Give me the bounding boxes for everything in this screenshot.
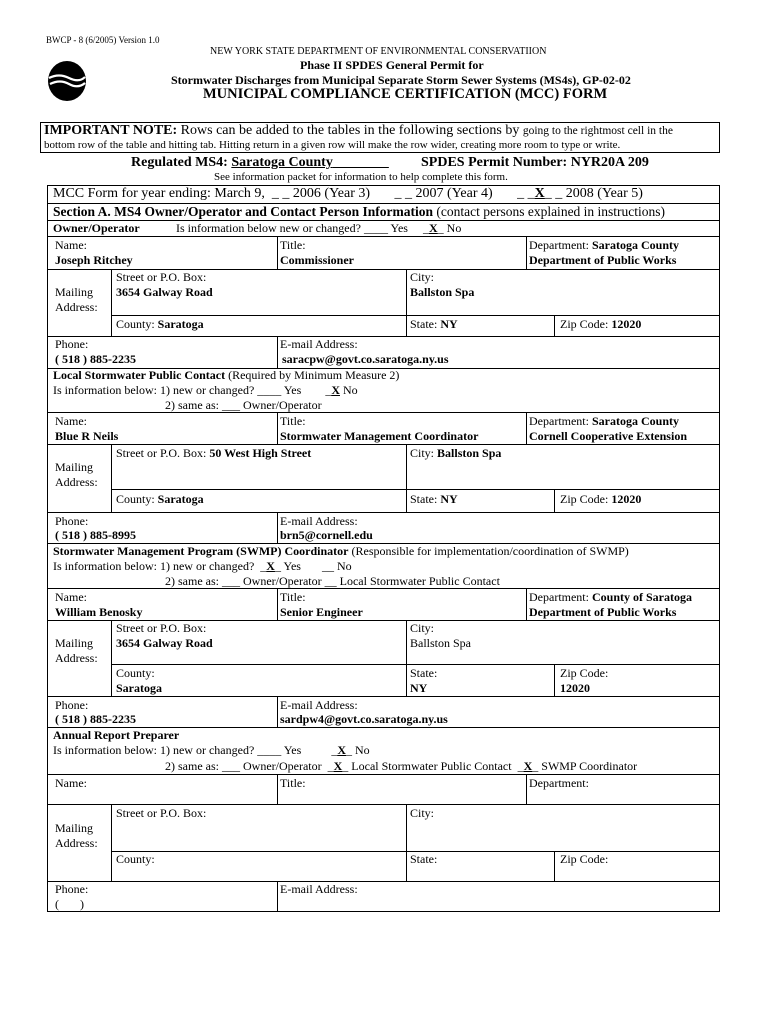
local-title[interactable]: Stormwater Management Coordinator bbox=[280, 429, 479, 443]
swmp-zip[interactable]: 12020 bbox=[560, 681, 590, 695]
owner-name[interactable]: Joseph Ritchey bbox=[55, 253, 133, 267]
swmp-email[interactable]: sardpw4@govt.co.saratoga.ny.us bbox=[280, 712, 448, 726]
section-a-subtitle: (contact persons explained in instructions) bbox=[436, 204, 666, 219]
swmp-state-label: State: bbox=[410, 666, 438, 680]
swmp-same-as: 2) same as: ___ Owner/Operator __ Local Stormwater Public Contact bbox=[165, 574, 500, 588]
regulated-ms4-value[interactable]: Saratoga County bbox=[231, 155, 333, 170]
swmp-state[interactable]: NY bbox=[410, 681, 428, 695]
swmp-heading: Stormwater Management Program (SWMP) Coordinator bbox=[53, 544, 349, 558]
year3-label: 2006 (Year 3) bbox=[292, 186, 371, 201]
local-no-checkbox[interactable]: _X bbox=[325, 383, 340, 397]
owner-street-label: Street or P.O. Box: bbox=[116, 270, 207, 284]
local-phone[interactable]: ( 518 ) 885-8995 bbox=[55, 528, 136, 542]
section-a-title: Section A. MS4 Owner/Operator and Contact Person Information bbox=[53, 204, 433, 219]
swmp-name[interactable]: William Benosky bbox=[55, 605, 143, 619]
important-note-text: Rows can be added to the tables in the following sections by bbox=[177, 123, 523, 138]
preparer-street-label[interactable]: Street or P.O. Box: bbox=[116, 806, 207, 820]
spdes-permit bbox=[421, 156, 649, 170]
preparer-county-label[interactable]: County: bbox=[116, 852, 155, 866]
regulated-ms4-label: Regulated MS4: bbox=[131, 155, 228, 170]
local-email[interactable]: brn5@cornell.edu bbox=[280, 528, 373, 542]
section-a-heading bbox=[53, 205, 665, 219]
local-dept-line2[interactable]: Cornell Cooperative Extension bbox=[529, 429, 687, 443]
swmp-mailing-label: Mailing bbox=[55, 636, 93, 650]
swmp-title-label: Title: bbox=[280, 590, 306, 604]
local-phone-label: Phone: bbox=[55, 514, 89, 528]
owner-email[interactable]: saracpw@govt.co.saratoga.ny.us bbox=[282, 352, 449, 366]
owner-dept-line2[interactable]: Department of Public Works bbox=[529, 253, 677, 267]
preparer-email-label[interactable]: E-mail Address: bbox=[280, 882, 358, 896]
swmp-phone[interactable]: ( 518 ) 885-2235 bbox=[55, 712, 136, 726]
local-title-label: Title: bbox=[280, 414, 306, 428]
preparer-question: Is information below: 1) new or changed? ____ Yes _X_ No bbox=[53, 743, 370, 757]
preparer-no-checkbox[interactable]: _X_ bbox=[331, 743, 352, 757]
owner-dept[interactable]: Department: Saratoga County bbox=[529, 238, 679, 252]
info-packet-note: See information packet for information to help complete this form. bbox=[214, 171, 508, 183]
swmp-no-checkbox[interactable]: __ bbox=[321, 559, 334, 573]
local-yes-checkbox[interactable]: ____ bbox=[257, 383, 282, 397]
owner-heading: Owner/Operator bbox=[53, 221, 140, 235]
local-dept[interactable]: Department: Saratoga County bbox=[529, 414, 679, 428]
important-note-text-cont: going to the rightmost cell in the bbox=[522, 125, 673, 137]
preparer-dept-label[interactable]: Department: bbox=[529, 776, 589, 790]
owner-question: Is information below new or changed? ____ Yes _X_ No bbox=[176, 221, 462, 235]
swmp-county[interactable]: Saratoga bbox=[116, 681, 162, 695]
preparer-name-label[interactable]: Name: bbox=[55, 776, 87, 790]
dec-logo-icon bbox=[47, 60, 87, 102]
form-id: BWCP - 8 (6/2005) Version 1.0 bbox=[46, 35, 160, 45]
preparer-yes-checkbox[interactable]: ____ bbox=[257, 743, 282, 757]
swmp-dept-line2[interactable]: Department of Public Works bbox=[529, 605, 677, 619]
local-question: Is information below: 1) new or changed? ____ Yes _X No bbox=[53, 383, 358, 397]
local-name[interactable]: Blue R Neils bbox=[55, 429, 119, 443]
preparer-phone[interactable]: ( ) bbox=[55, 897, 84, 911]
important-note-line2: bottom row of the table and hitting tab. Hitting return in a given row will make the row wider, creating more room to type or write. bbox=[44, 139, 621, 151]
local-city[interactable]: City: Ballston Spa bbox=[410, 446, 502, 460]
swmp-heading-row: Stormwater Management Program (SWMP) Coordinator (Responsible for implementation/coordination of SWMP) bbox=[53, 544, 629, 558]
year4-label: 2007 (Year 4) bbox=[415, 186, 493, 201]
owner-address-label: Address: bbox=[55, 300, 98, 314]
permit-title: Phase II SPDES General Permit for bbox=[300, 58, 484, 72]
owner-zip[interactable]: Zip Code: 12020 bbox=[560, 317, 642, 331]
swmp-question: Is information below: 1) new or changed? _X_ Yes __ No bbox=[53, 559, 352, 573]
swmp-address-label: Address: bbox=[55, 651, 98, 665]
preparer-same-owner-checkbox[interactable]: ___ bbox=[221, 759, 240, 773]
preparer-mailing-label: Mailing bbox=[55, 821, 93, 835]
swmp-zip-label: Zip Code: bbox=[560, 666, 609, 680]
permit-subtitle: Stormwater Discharges from Municipal Separate Storm Sewer Systems (MS4s), GP-02-02 bbox=[171, 73, 631, 87]
preparer-same-local-checkbox[interactable]: _X_ bbox=[327, 759, 349, 773]
swmp-yes-checkbox[interactable]: _X_ bbox=[260, 559, 281, 573]
form-title: MUNICIPAL COMPLIANCE CERTIFICATION (MCC) FORM bbox=[203, 86, 608, 102]
local-mailing-label: Mailing bbox=[55, 460, 93, 474]
swmp-street[interactable]: 3654 Galway Road bbox=[116, 636, 213, 650]
preparer-city-label[interactable]: City: bbox=[410, 806, 435, 820]
local-email-label: E-mail Address: bbox=[280, 514, 358, 528]
owner-state[interactable]: State: NY bbox=[410, 317, 458, 331]
owner-city-label: City: bbox=[410, 270, 435, 284]
swmp-city-label: City: bbox=[410, 621, 435, 635]
swmp-name-label: Name: bbox=[55, 590, 87, 604]
swmp-same-owner-checkbox[interactable]: ___ bbox=[221, 574, 240, 588]
local-state[interactable]: State: NY bbox=[410, 492, 458, 506]
local-heading-row: Local Stormwater Public Contact (Required by Minimum Measure 2) bbox=[53, 368, 400, 382]
owner-city[interactable]: Ballston Spa bbox=[410, 285, 475, 299]
preparer-same-as: 2) same as: ___ Owner/Operator _X_ Local Stormwater Public Contact _X_ SWMP Coordinator bbox=[165, 759, 638, 773]
local-county[interactable]: County: Saratoga bbox=[116, 492, 204, 506]
owner-email-label: E-mail Address: bbox=[280, 337, 358, 351]
swmp-email-label: E-mail Address: bbox=[280, 698, 358, 712]
swmp-city[interactable]: Ballston Spa bbox=[410, 636, 472, 650]
year-ending-row bbox=[53, 187, 643, 201]
local-heading: Local Stormwater Public Contact bbox=[53, 368, 226, 382]
year3-checkbox[interactable]: _ _ bbox=[268, 186, 293, 201]
owner-title[interactable]: Commissioner bbox=[280, 253, 354, 267]
year-ending-label: MCC Form for year ending: March 9, bbox=[53, 186, 265, 201]
owner-county[interactable]: County: Saratoga bbox=[116, 317, 204, 331]
department-name: NEW YORK STATE DEPARTMENT OF ENVIRONMENTAL CONSERVATIION bbox=[210, 46, 547, 57]
local-same-as: 2) same as: ___ Owner/Operator bbox=[165, 398, 322, 412]
swmp-phone-label: Phone: bbox=[55, 698, 89, 712]
swmp-street-label: Street or P.O. Box: bbox=[116, 621, 207, 635]
owner-title-label: Title: bbox=[280, 238, 306, 252]
owner-street[interactable]: 3654 Galway Road bbox=[116, 285, 213, 299]
year5-label: 2008 (Year 5) bbox=[565, 186, 643, 201]
important-note-label: IMPORTANT NOTE: bbox=[44, 123, 178, 138]
local-address-label: Address: bbox=[55, 475, 98, 489]
important-note bbox=[44, 124, 673, 138]
preparer-heading: Annual Report Preparer bbox=[53, 728, 180, 742]
swmp-dept[interactable]: Department: County of Saratoga bbox=[529, 590, 692, 604]
local-same-owner-checkbox[interactable]: ___ bbox=[221, 398, 240, 412]
swmp-title[interactable]: Senior Engineer bbox=[280, 605, 363, 619]
owner-mailing-label: Mailing bbox=[55, 285, 93, 299]
preparer-same-swmp-checkbox[interactable]: _X_ bbox=[517, 759, 539, 773]
preparer-address-label: Address: bbox=[55, 836, 98, 850]
spdes-permit-label: SPDES Permit Number: bbox=[421, 155, 568, 170]
year4-checkbox[interactable]: _ _ bbox=[373, 186, 416, 201]
owner-heading-row bbox=[53, 222, 140, 234]
owner-phone-label: Phone: bbox=[55, 337, 89, 351]
regulated-ms4 bbox=[131, 156, 389, 170]
local-street[interactable]: Street or P.O. Box: 50 West High Street bbox=[116, 446, 312, 460]
swmp-county-label: County: bbox=[116, 666, 155, 680]
owner-phone[interactable]: ( 518 ) 885-2235 bbox=[55, 352, 136, 366]
spdes-permit-value[interactable]: NYR20A 209 bbox=[570, 155, 649, 170]
owner-no-checkbox[interactable]: _X_ bbox=[422, 221, 444, 235]
preparer-phone-label: Phone: bbox=[55, 882, 89, 896]
swmp-same-local-checkbox[interactable]: __ bbox=[324, 574, 337, 588]
preparer-state-label[interactable]: State: bbox=[410, 852, 438, 866]
local-zip[interactable]: Zip Code: 12020 bbox=[560, 492, 642, 506]
owner-name-label: Name: bbox=[55, 238, 87, 252]
preparer-zip-label[interactable]: Zip Code: bbox=[560, 852, 609, 866]
year5-checkbox[interactable]: _ _X_ _ bbox=[496, 186, 566, 201]
preparer-title-label[interactable]: Title: bbox=[280, 776, 306, 790]
owner-yes-checkbox[interactable]: ____ bbox=[363, 221, 388, 235]
local-name-label: Name: bbox=[55, 414, 87, 428]
